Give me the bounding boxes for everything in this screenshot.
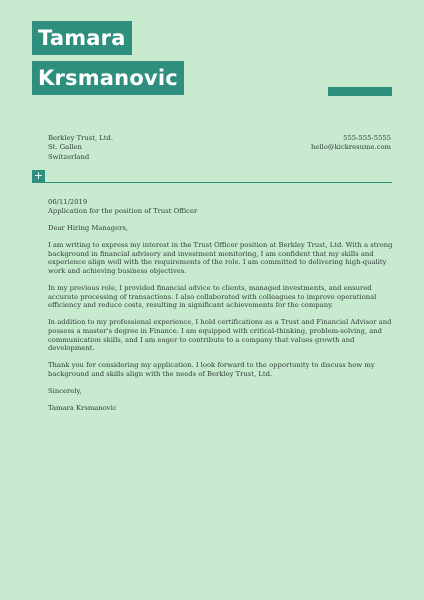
letter-subject: Application for the position of Trust Officer (48, 206, 198, 215)
sender-email: hello@kickresume.com (311, 143, 391, 152)
recipient-company: Berkley Trust, Ltd. (48, 134, 114, 142)
letter-paragraph: In addition to my professional experience, I hold certifications as a Trust and Financial Advisor and possess a master's degree in Finance. I am equipped with critical-thinking, problem-solving, and communication skills, and I am eager to contribute to a company that values growth and development. (48, 318, 392, 353)
sender-contact (311, 134, 391, 153)
letter-body (48, 198, 394, 421)
last-name: Krsmanovic (32, 61, 184, 95)
letter-greeting: Dear Hiring Managers, (48, 223, 129, 232)
accent-bar (328, 87, 392, 96)
letter-signature: Tamara Krsmanovic (48, 404, 117, 413)
letter-paragraph: I am writing to express my interest in the Trust Officer position at Berkley Trust, Ltd. With a strong background in financial advisory and investment monitoring, I am confident that my skills and experience align well with the requirements of the role. I am committed to delivering high-quality work and achieving business objectives. (48, 240, 393, 275)
sender-phone: 555-555-5555 (343, 134, 391, 142)
letter-date: 06/11/2019 (48, 198, 88, 206)
plus-icon: + (33, 169, 44, 182)
letter-paragraph: In my previous role, I provided financial advice to clients, managed investments, and ensured accurate processing of transactions. I also collaborated with colleagues to improve operational efficiency and reduce costs, resulting in significant achievements for the company. (48, 283, 377, 310)
letter-closing: Sincerely, (48, 387, 82, 396)
recipient-city: St. Gallen (48, 143, 82, 152)
first-name: Tamara (32, 21, 132, 55)
recipient-country: Switzerland (48, 152, 90, 161)
letter-paragraph: Thank you for considering my application. I look forward to the opportunity to discuss how my background and skills align with the needs of Berkley Trust, Ltd. (48, 361, 375, 378)
recipient-address (48, 134, 113, 162)
divider (32, 170, 392, 183)
divider-rule (45, 182, 392, 183)
